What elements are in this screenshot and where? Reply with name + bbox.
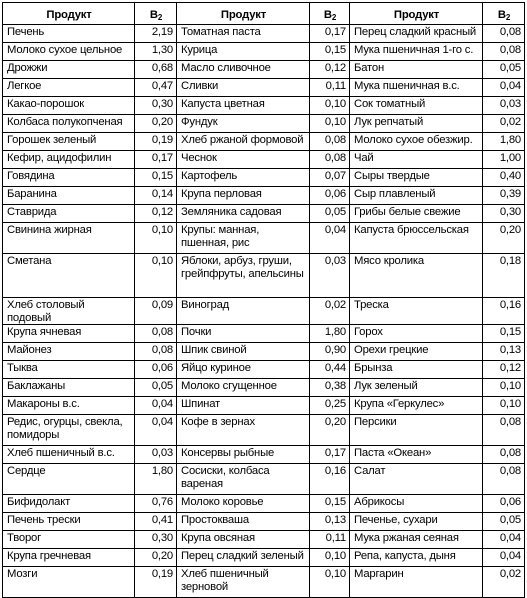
product-name-cell: Печень — [3, 25, 135, 43]
product-name-cell: Картофель — [177, 169, 310, 187]
product-name-cell: Крупы: манная, пшенная, рис — [177, 223, 310, 254]
b2-value-cell: 0,41 — [135, 513, 177, 531]
b2-value-cell: 0,16 — [310, 464, 350, 495]
table-row — [3, 25, 525, 43]
product-name-cell: Редис, огурцы, свекла, помидоры — [3, 415, 135, 446]
b2-value-cell: 1,30 — [135, 43, 177, 61]
table-row — [3, 43, 525, 61]
product-name-cell: Яблоки, арбуз, груши, грейпфруты, апельсины — [177, 254, 310, 298]
product-name-cell: Свинина жирная — [3, 223, 135, 254]
product-name-cell: Молоко коровье — [177, 495, 310, 513]
b2-value-cell: 0,04 — [310, 223, 350, 254]
b2-value-cell: 0,08 — [483, 25, 525, 43]
product-name-cell: Бифидолакт — [3, 495, 135, 513]
b2-value-cell: 0,44 — [310, 361, 350, 379]
product-name-cell: Молоко сухое цельное — [3, 43, 135, 61]
product-name-cell: Какао-порошок — [3, 97, 135, 115]
product-name-cell: Виноград — [177, 298, 310, 325]
table-row — [3, 79, 525, 97]
table-row — [3, 325, 525, 343]
table-row — [3, 298, 525, 325]
product-name-cell: Лук репчатый — [350, 115, 483, 133]
product-name-cell: Хлеб ржаной формовой — [177, 133, 310, 151]
product-name-cell: Паста «Океан» — [350, 446, 483, 464]
product-name-cell: Сливки — [177, 79, 310, 97]
product-name-cell: Мука пшеничная в.с. — [350, 79, 483, 97]
product-name-cell: Сок томатный — [350, 97, 483, 115]
b2-value-cell: 0,68 — [135, 61, 177, 79]
b2-value-cell: 0,90 — [310, 343, 350, 361]
product-name-cell: Почки — [177, 325, 310, 343]
product-name-cell: Печенье, сухари — [350, 513, 483, 531]
b2-value-cell: 0,15 — [310, 43, 350, 61]
product-name-cell: Яйцо куриное — [177, 361, 310, 379]
b2-value-cell: 0,16 — [483, 298, 525, 325]
b2-value-cell: 0,04 — [483, 79, 525, 97]
table-row — [3, 115, 525, 133]
b2-value-cell: 0,25 — [310, 397, 350, 415]
product-name-cell: Капуста брюссельская — [350, 223, 483, 254]
product-name-cell: Сосиски, колбаса вареная — [177, 464, 310, 495]
table-row — [3, 531, 525, 549]
product-name-cell: Маргарин — [350, 567, 483, 598]
product-name-cell: Мука пшеничная 1-го с. — [350, 43, 483, 61]
product-name-cell: Мозги — [3, 567, 135, 598]
b2-value-cell: 0,10 — [483, 379, 525, 397]
product-name-cell: Горох — [350, 325, 483, 343]
b2-value-cell: 0,19 — [135, 567, 177, 598]
product-name-cell: Капуста цветная — [177, 97, 310, 115]
header-product-1: Продукт — [3, 3, 135, 25]
table-row — [3, 205, 525, 223]
product-name-cell: Кефир, ацидофилин — [3, 151, 135, 169]
b2-value-cell: 0,04 — [135, 397, 177, 415]
b2-value-cell: 0,03 — [483, 97, 525, 115]
b2-value-cell: 0,08 — [483, 446, 525, 464]
product-name-cell: Горошек зеленый — [3, 133, 135, 151]
product-name-cell: Простокваша — [177, 513, 310, 531]
b2-value-cell: 0,03 — [310, 254, 350, 298]
header-product-3: Продукт — [350, 3, 483, 25]
product-name-cell: Мука ржаная сеяная — [350, 531, 483, 549]
table-row — [3, 61, 525, 79]
product-name-cell: Перец сладкий зеленый — [177, 549, 310, 567]
b2-value-cell: 0,40 — [483, 169, 525, 187]
b2-value-cell: 0,05 — [483, 513, 525, 531]
b2-value-cell: 0,05 — [310, 205, 350, 223]
b2-value-cell: 0,08 — [310, 151, 350, 169]
b2-value-cell: 0,17 — [135, 151, 177, 169]
product-name-cell: Макароны в.с. — [3, 397, 135, 415]
table-row — [3, 97, 525, 115]
b2-value-cell: 0,04 — [483, 549, 525, 567]
b2-value-cell: 0,10 — [135, 223, 177, 254]
b2-value-cell: 0,12 — [135, 205, 177, 223]
b2-value-cell: 0,07 — [310, 169, 350, 187]
header-product-2: Продукт — [177, 3, 310, 25]
b2-value-cell: 0,06 — [310, 187, 350, 205]
b2-value-cell: 0,13 — [310, 513, 350, 531]
b2-value-cell: 0,11 — [310, 79, 350, 97]
b2-value-cell: 0,30 — [135, 531, 177, 549]
b2-value-cell: 0,02 — [483, 567, 525, 598]
table-row — [3, 133, 525, 151]
b2-value-cell: 0,17 — [310, 446, 350, 464]
b2-value-cell: 0,08 — [310, 133, 350, 151]
product-name-cell: Брынза — [350, 361, 483, 379]
product-name-cell: Легкое — [3, 79, 135, 97]
b2-value-cell: 0,17 — [310, 25, 350, 43]
product-name-cell: Крупа гречневая — [3, 549, 135, 567]
b2-value-cell: 0,47 — [135, 79, 177, 97]
product-name-cell: Персики — [350, 415, 483, 446]
b2-value-cell: 1,00 — [483, 151, 525, 169]
table-row — [3, 567, 525, 598]
b2-value-cell: 0,02 — [483, 115, 525, 133]
table-row — [3, 549, 525, 567]
product-name-cell: Говядина — [3, 169, 135, 187]
b2-value-cell: 0,10 — [310, 567, 350, 598]
product-name-cell: Хлеб пшеничный зерновой — [177, 567, 310, 598]
table-body — [3, 25, 525, 598]
b2-value-cell: 0,08 — [483, 464, 525, 495]
product-name-cell: Батон — [350, 61, 483, 79]
header-b2-3: $B_2$ — [483, 3, 525, 25]
table-row — [3, 397, 525, 415]
table-row — [3, 513, 525, 531]
b2-value-cell: 0,15 — [483, 325, 525, 343]
product-name-cell: Ставрида — [3, 205, 135, 223]
product-name-cell: Фундук — [177, 115, 310, 133]
b2-value-cell: 0,03 — [135, 446, 177, 464]
product-name-cell: Томатная паста — [177, 25, 310, 43]
table-row — [3, 343, 525, 361]
table-row — [3, 361, 525, 379]
product-name-cell: Тыква — [3, 361, 135, 379]
b2-value-cell: 0,06 — [135, 361, 177, 379]
product-name-cell: Баклажаны — [3, 379, 135, 397]
table-row — [3, 379, 525, 397]
b2-value-cell: 0,08 — [135, 343, 177, 361]
b2-value-cell: 0,14 — [135, 187, 177, 205]
product-name-cell: Перец сладкий красный — [350, 25, 483, 43]
product-name-cell: Салат — [350, 464, 483, 495]
table-row — [3, 415, 525, 446]
vitamin-b2-table — [2, 2, 525, 598]
b2-value-cell: 0,10 — [483, 397, 525, 415]
b2-value-cell: 0,06 — [483, 495, 525, 513]
table-row — [3, 151, 525, 169]
b2-value-cell: 2,19 — [135, 25, 177, 43]
b2-value-cell: 0,38 — [310, 379, 350, 397]
product-name-cell: Баранина — [3, 187, 135, 205]
product-name-cell: Репа, капуста, дыня — [350, 549, 483, 567]
product-name-cell: Молоко сухое обезжир. — [350, 133, 483, 151]
b2-value-cell: 0,20 — [135, 115, 177, 133]
product-name-cell: Дрожжи — [3, 61, 135, 79]
product-name-cell: Орехи грецкие — [350, 343, 483, 361]
b2-value-cell: 0,30 — [483, 205, 525, 223]
b2-value-cell: 0,04 — [483, 531, 525, 549]
table-row — [3, 187, 525, 205]
product-name-cell: Чай — [350, 151, 483, 169]
b2-value-cell: 0,10 — [310, 97, 350, 115]
b2-value-cell: 0,76 — [135, 495, 177, 513]
product-name-cell: Консервы рыбные — [177, 446, 310, 464]
b2-value-cell: 1,80 — [135, 464, 177, 495]
b2-value-cell: 0,20 — [483, 223, 525, 254]
product-name-cell: Сметана — [3, 254, 135, 298]
table-row — [3, 254, 525, 298]
product-name-cell: Крупа перловая — [177, 187, 310, 205]
table-row — [3, 223, 525, 254]
b2-value-cell: 0,13 — [483, 343, 525, 361]
product-name-cell: Крупа «Геркулес» — [350, 397, 483, 415]
b2-value-cell: 0,05 — [483, 61, 525, 79]
product-name-cell: Печень трески — [3, 513, 135, 531]
product-name-cell: Курица — [177, 43, 310, 61]
product-name-cell: Крупа овсяная — [177, 531, 310, 549]
product-name-cell: Хлеб столовый подовый — [3, 298, 135, 325]
product-name-cell: Сыры твердые — [350, 169, 483, 187]
b2-value-cell: 0,15 — [310, 495, 350, 513]
product-name-cell: Молоко сгущенное — [177, 379, 310, 397]
table-row — [3, 169, 525, 187]
product-name-cell: Чеснок — [177, 151, 310, 169]
product-name-cell: Абрикосы — [350, 495, 483, 513]
header-b2-2: $B_2$ — [310, 3, 350, 25]
product-name-cell: Хлеб пшеничный в.с. — [3, 446, 135, 464]
b2-value-cell: 0,08 — [135, 325, 177, 343]
table-row — [3, 464, 525, 495]
b2-value-cell: 0,11 — [310, 531, 350, 549]
b2-value-cell: 0,19 — [135, 133, 177, 151]
b2-value-cell: 0,10 — [310, 549, 350, 567]
product-name-cell: Майонез — [3, 343, 135, 361]
header-b2-1: $B_2$ — [135, 3, 177, 25]
header-row — [3, 3, 525, 25]
b2-value-cell: 0,04 — [135, 415, 177, 446]
b2-value-cell: 0,05 — [135, 379, 177, 397]
b2-value-cell: 0,12 — [310, 61, 350, 79]
b2-value-cell: 0,20 — [135, 549, 177, 567]
product-name-cell: Мясо кролика — [350, 254, 483, 298]
b2-value-cell: 0,39 — [483, 187, 525, 205]
product-name-cell: Шпинат — [177, 397, 310, 415]
b2-value-cell: 1,80 — [310, 325, 350, 343]
product-name-cell: Сердце — [3, 464, 135, 495]
b2-value-cell: 0,02 — [310, 298, 350, 325]
product-name-cell: Земляника садовая — [177, 205, 310, 223]
b2-value-cell: 1,80 — [483, 133, 525, 151]
b2-value-cell: 0,08 — [483, 43, 525, 61]
product-name-cell: Крупа ячневая — [3, 325, 135, 343]
b2-value-cell: 0,10 — [135, 254, 177, 298]
product-name-cell: Кофе в зернах — [177, 415, 310, 446]
product-name-cell: Лук зеленый — [350, 379, 483, 397]
b2-value-cell: 0,20 — [310, 415, 350, 446]
b2-value-cell: 0,30 — [135, 97, 177, 115]
b2-value-cell: 0,08 — [483, 415, 525, 446]
product-name-cell: Масло сливочное — [177, 61, 310, 79]
product-name-cell: Сыр плавленый — [350, 187, 483, 205]
b2-value-cell: 0,15 — [135, 169, 177, 187]
table-row — [3, 495, 525, 513]
b2-value-cell: 0,09 — [135, 298, 177, 325]
b2-value-cell: 0,10 — [310, 115, 350, 133]
product-name-cell: Творог — [3, 531, 135, 549]
b2-value-cell: 0,12 — [483, 361, 525, 379]
product-name-cell: Грибы белые свежие — [350, 205, 483, 223]
table-row — [3, 446, 525, 464]
b2-value-cell: 0,18 — [483, 254, 525, 298]
product-name-cell: Колбаса полукопченая — [3, 115, 135, 133]
product-name-cell: Шпик свиной — [177, 343, 310, 361]
product-name-cell: Треска — [350, 298, 483, 325]
